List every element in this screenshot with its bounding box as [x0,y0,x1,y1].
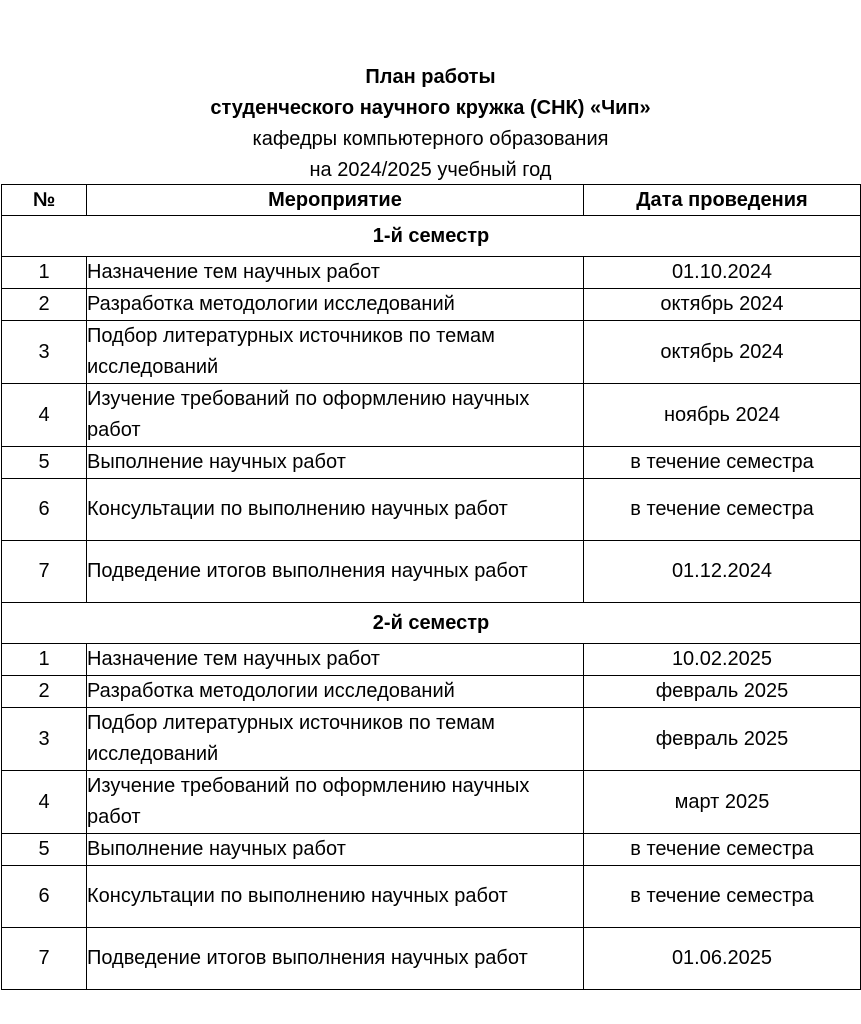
table-row [2,289,861,321]
plan-table [1,184,861,990]
row-number: 7 [2,541,87,603]
table-row [2,928,861,990]
row-number: 4 [2,384,87,447]
table-row [2,384,861,447]
table-header-row [2,185,861,216]
row-date: 01.06.2025 [584,928,861,990]
header-date: Дата проведения [584,185,861,216]
document-title [0,62,861,186]
header-event: Мероприятие [87,185,584,216]
semester-2-row [2,603,861,644]
row-event: Подведение итогов выполнения научных работ [87,541,584,603]
table-row [2,447,861,479]
semester-1-row [2,216,861,257]
table-row [2,771,861,834]
row-date: в течение семестра [584,834,861,866]
row-event: Назначение тем научных работ [87,644,584,676]
row-number: 3 [2,708,87,771]
title-line-2: студенческого научного кружка (СНК) «Чип» [210,97,651,119]
title-line-4: на 2024/2025 учебный год [309,159,552,181]
row-event: Разработка методологии исследований [87,289,584,321]
table-row [2,644,861,676]
row-number: 4 [2,771,87,834]
table-row [2,676,861,708]
row-date: ноябрь 2024 [584,384,861,447]
row-event: Подбор литературных источников по темам исследований [87,321,584,384]
row-event: Изучение требований по оформлению научных работ [87,384,584,447]
row-event: Изучение требований по оформлению научных работ [87,771,584,834]
row-event: Консультации по выполнению научных работ [87,479,584,541]
table-row [2,321,861,384]
row-number: 6 [2,866,87,928]
row-number: 3 [2,321,87,384]
row-date: февраль 2025 [584,676,861,708]
row-number: 5 [2,834,87,866]
header-num: № [2,185,87,216]
row-number: 5 [2,447,87,479]
table-row [2,866,861,928]
row-number: 2 [2,676,87,708]
row-date: октябрь 2024 [584,289,861,321]
row-date: февраль 2025 [584,708,861,771]
row-date: март 2025 [584,771,861,834]
table-row [2,541,861,603]
row-event: Выполнение научных работ [87,834,584,866]
row-event: Разработка методологии исследований [87,676,584,708]
row-event: Назначение тем научных работ [87,257,584,289]
row-number: 6 [2,479,87,541]
row-date: в течение семестра [584,479,861,541]
row-event: Подведение итогов выполнения научных работ [87,928,584,990]
row-number: 1 [2,644,87,676]
row-date: октябрь 2024 [584,321,861,384]
row-event: Подбор литературных источников по темам исследований [87,708,584,771]
table-row [2,708,861,771]
row-number: 2 [2,289,87,321]
semester-2-title: 2-й семестр [2,603,861,644]
row-event: Выполнение научных работ [87,447,584,479]
table-row [2,257,861,289]
title-line-1: План работы [365,66,496,88]
table-row [2,834,861,866]
row-number: 1 [2,257,87,289]
row-date: в течение семестра [584,447,861,479]
row-date: 01.12.2024 [584,541,861,603]
row-number: 7 [2,928,87,990]
row-date: 10.02.2025 [584,644,861,676]
title-line-3: кафедры компьютерного образования [252,128,609,150]
semester-1-title: 1-й семестр [2,216,861,257]
row-date: 01.10.2024 [584,257,861,289]
row-date: в течение семестра [584,866,861,928]
table-row [2,479,861,541]
row-event: Консультации по выполнению научных работ [87,866,584,928]
